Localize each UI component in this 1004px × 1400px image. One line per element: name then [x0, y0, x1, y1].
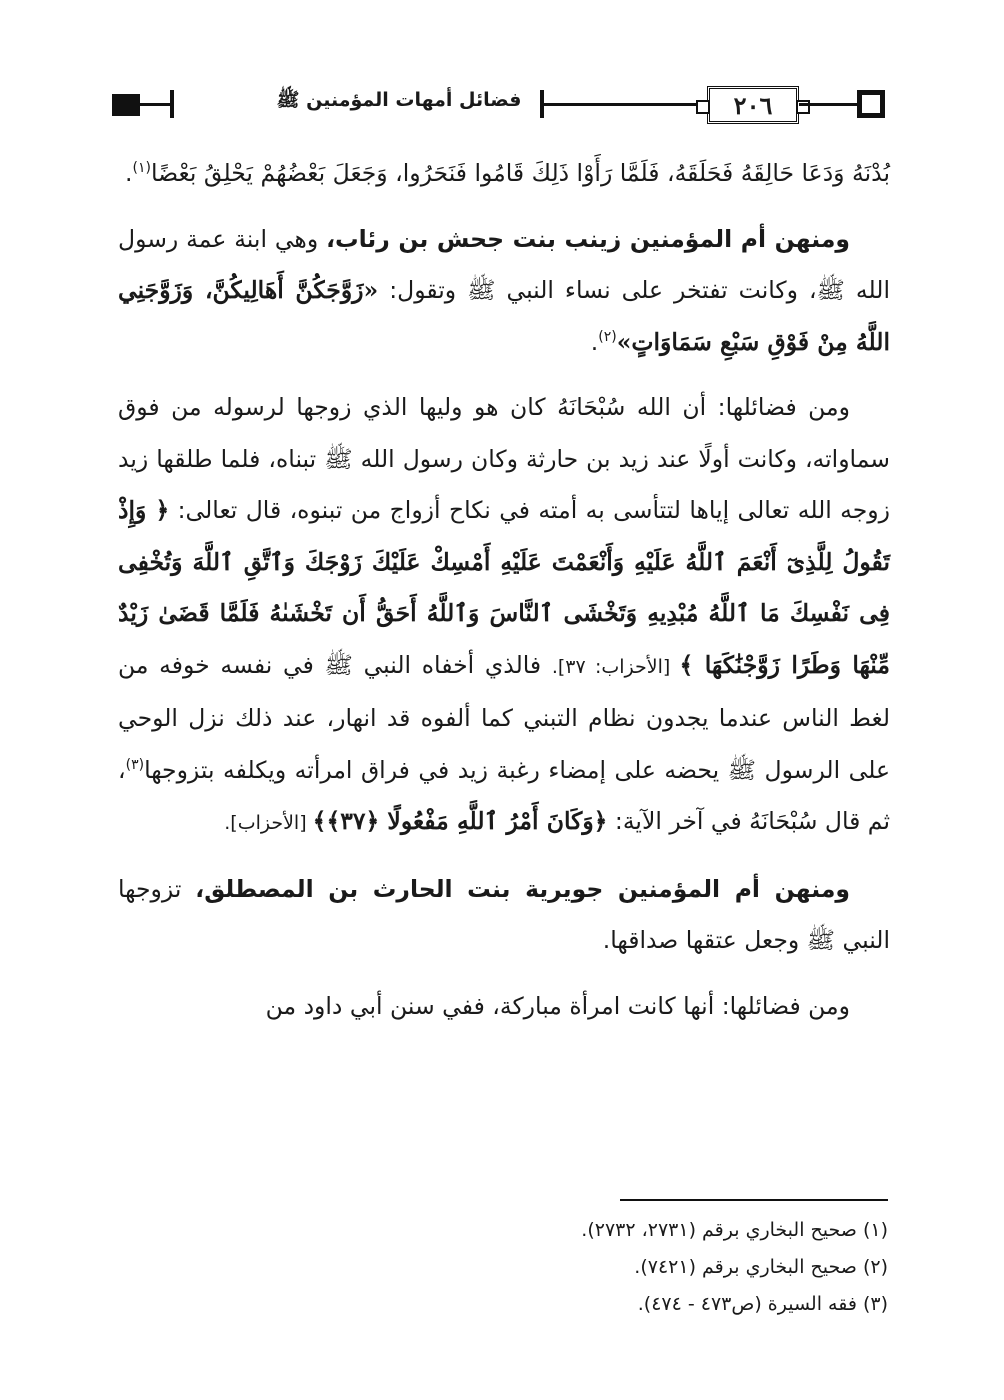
header-left-tick	[170, 90, 174, 118]
footnote-divider	[620, 1199, 888, 1201]
main-text	[118, 148, 890, 1032]
footnote-2: (٢) صحيح البخاري برقم (٧٤٢١).	[634, 1256, 888, 1278]
header-mid-rule	[544, 103, 707, 106]
footnote-ref-1[interactable]: (١)	[132, 160, 151, 177]
header-right-rule	[799, 103, 857, 106]
paragraph-1-text: بُدْنَهُ وَدَعَا حَالِقَهُ فَحَلَقَهُ، فَلَمَّا رَأَوْا ذَلِكَ قَامُوا فَنَحَرُوا، وَجَعَلَ بَعْضُهُمْ يَحْلِقُ بَعْضًا	[151, 159, 890, 187]
quran-verse-1: ﴿ وَإِذْ تَقُولُ لِلَّذِىٓ أَنْعَمَ ٱللَّهُ عَلَيْهِ وَأَنْعَمْتَ عَلَيْهِ أَمْسِكْ عَلَيْكَ زَوْجَكَ وَٱتَّقِ ٱللَّهَ وَتُخْفِى فِى نَفْسِكَ مَا ٱللَّهُ مُبْدِيهِ وَتَخْشَى ٱلنَّاسَ وَٱللَّهُ أَحَقُّ أَن تَخْشَىٰهُ فَلَمَّا قَضَىٰ زَيْدٌ مِّنْهَا وَطَرًا زَوَّجْنَٰكَهَا ﴾	[118, 496, 890, 679]
header-left-rule	[140, 103, 170, 106]
paragraph-4-text: تزوجها النبي ﷺ وجعل عتقها صداقها.	[118, 874, 890, 954]
verse-reference-2: [الأحزاب].	[224, 812, 313, 834]
footnote-1: (١) صحيح البخاري برقم (٢٧٣١، ٢٧٣٢).	[581, 1219, 888, 1241]
paragraph-4-heading: ومنهن أم المؤمنين جويرية بنت الحارث بن المصطلق،	[195, 874, 850, 903]
paragraph-5: ومن فضائلها: أنها كانت امرأة مباركة، ففي سنن أبي داود من	[265, 991, 850, 1020]
paragraph-2-heading: ومنهن أم المؤمنين زينب بنت جحش بن رئاب،	[326, 224, 851, 253]
paragraph-1: بُدْنَهُ وَدَعَا حَالِقَهُ فَحَلَقَهُ، فَلَمَّا رَأَوْا ذَلِكَ قَامُوا فَنَحَرُوا، وَجَعَلَ بَعْضُهُمْ يَحْلِقُ بَعْضًا$^{(١)}$.	[125, 159, 890, 187]
paragraph-4	[118, 864, 890, 967]
header-right-square	[857, 90, 885, 118]
header-title: فضائل أمهات المؤمنين ﷺ	[276, 89, 522, 111]
page-number: ٢٠٦	[707, 86, 799, 124]
page-header	[112, 82, 892, 126]
footnote-ref-3[interactable]: (٣)	[125, 756, 145, 773]
paragraph-3	[118, 382, 890, 850]
verse-reference-1: [الأحزاب: ٣٧].	[551, 655, 680, 678]
hadith-quote: «زَوَّجَكُنَّ أَهَالِيكُنَّ، وَزَوَّجَنِي اللَّهُ مِنْ فَوْقِ سَبْعِ سَمَاوَاتٍ»	[118, 276, 890, 356]
footnotes	[300, 1212, 888, 1323]
paragraph-2-text: وهي ابنة عمة رسول الله ﷺ، وكانت تفتخر على نساء النبي ﷺ وتقول:	[118, 224, 890, 304]
paragraph-2: ومنهن أم المؤمنين زينب بنت جحش بن رئاب، وهي ابنة عمة رسول الله ﷺ، وكانت تفتخر على نساء النبي ﷺ وتقول: «زَوَّجَكُنَّ أَهَالِيكُنَّ، وَزَوَّجَنِي اللَّهُ مِنْ فَوْقِ سَبْعِ سَمَاوَاتٍ»$^{(٢)}$.	[118, 224, 890, 356]
paragraph-3-text-a: ومن فضائلها: أن الله سُبْحَانَهُ كان هو وليها الذي زوجها لرسوله من فوق سماواته، وكانت أولًا عند زيد بن حارثة وكان رسول الله ﷺ تبناه، فلما طلقها زيد زوجه الله تعالى إياها لتتأسى به أمته في نكاح أزواج من تبنوه، قال تعالى:	[118, 393, 891, 524]
footnote-3: (٣) فقه السيرة (ص٤٧٣ - ٤٧٤).	[637, 1293, 888, 1315]
paragraph-3-text-c: ، ثم قال سُبْحَانَهُ في آخر الآية:	[118, 755, 890, 835]
header-left-block	[112, 94, 140, 116]
footnote-ref-2[interactable]: (٢)	[598, 328, 617, 345]
paragraph-3-text-b: فالذي أخفاه النبي ﷺ في نفسه خوفه من لغط الناس عندما يجدون نظام التبني كما ألفوه قد انهار، عند ذلك نزل الوحي على الرسول ﷺ يحضه على إمضاء رغبة زيد في فراق امرأته ويكلفه بتزوجها	[118, 650, 890, 784]
quran-verse-2: ﴿وَكَانَ أَمْرُ ٱللَّهِ مَفْعُولًا ﴿٣٧﴾﴾	[312, 807, 608, 835]
